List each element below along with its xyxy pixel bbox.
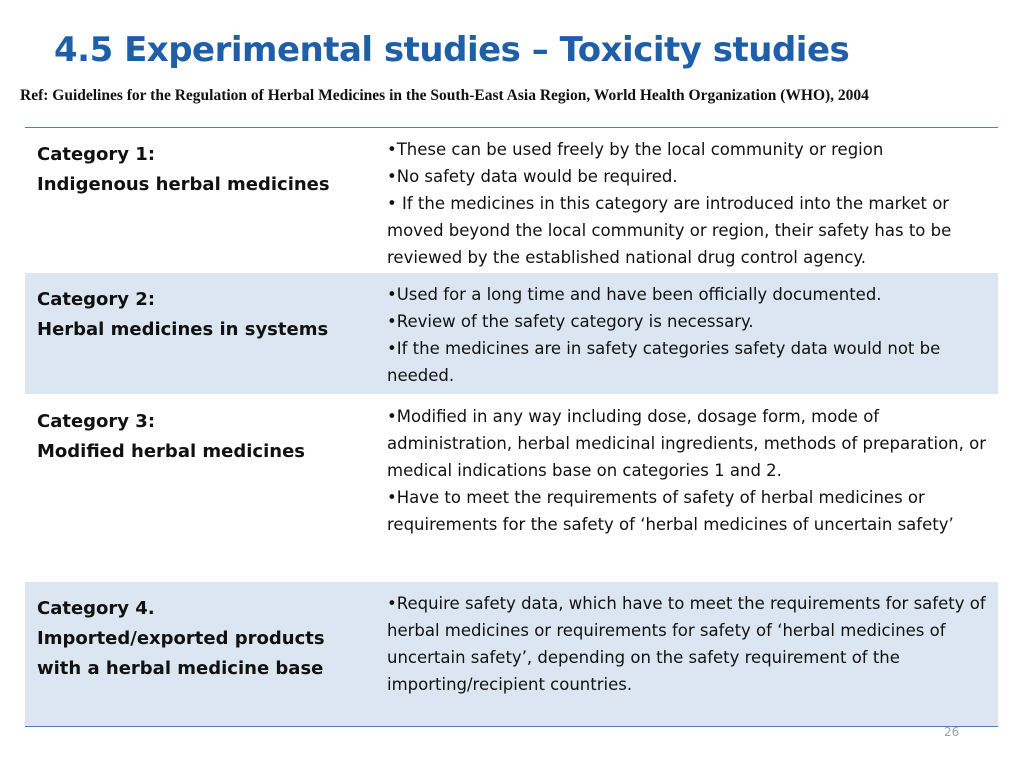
category-3-description <box>377 395 998 581</box>
category-4-label: Category 4. <box>37 598 155 619</box>
category-2-point-3: •If the medicines are in safety categories safety data would not be needed. <box>387 339 941 385</box>
table-row-category-4 <box>25 581 998 726</box>
category-2-name: Herbal medicines in systems <box>37 319 329 340</box>
category-2-label: Category 2: <box>37 289 156 310</box>
category-3-label: Category 3: <box>37 411 156 432</box>
category-1-point-3: • If the medicines in this category are introduced into the market or moved beyond the local community or region, their safety has to be reviewed by the established national drug control agency. <box>387 194 952 267</box>
table-row-category-1 <box>25 128 998 272</box>
category-4-name-line-1: Imported/exported products <box>37 628 325 649</box>
category-4-name-line-2: with a herbal medicine base <box>37 658 324 679</box>
category-2-description <box>377 273 998 394</box>
category-4-point-1: •Require safety data, which have to meet the requirements for safety of herbal medicines or requirements for safety of ‘herbal medicines of uncertain safety’, depending on the safety requirement of the importing/recipient countries. <box>387 594 986 694</box>
category-1-point-2: •No safety data would be required. <box>387 167 678 186</box>
category-3-point-1: •Modified in any way including dose, dosage form, mode of administration, herbal medicinal ingredients, methods of preparation, or medical indications base on categories 1 and 2. <box>387 407 987 480</box>
category-2-point-2: •Review of the safety category is necessary. <box>387 312 754 331</box>
category-1-description <box>377 128 998 272</box>
table-row-category-3 <box>25 394 998 581</box>
table-row-category-2 <box>25 272 998 394</box>
category-table <box>25 127 998 727</box>
category-1-label: Category 1: <box>37 144 156 165</box>
category-4-description <box>377 582 998 726</box>
category-1-point-1: •These can be used freely by the local community or region <box>387 140 884 159</box>
category-2-point-1: •Used for a long time and have been officially documented. <box>387 285 882 304</box>
slide-title: 4.5 Experimental studies – Toxicity studies <box>54 30 850 70</box>
category-1-heading <box>25 128 377 272</box>
category-2-heading <box>25 273 377 394</box>
category-3-point-2: •Have to meet the requirements of safety of herbal medicines or requirements for the safety of ‘herbal medicines of uncertain safety’ <box>387 488 954 534</box>
reference-text: Ref: Guidelines for the Regulation of Herbal Medicines in the South-East Asia Region, World Health Organization (WHO), 2004 <box>20 87 869 104</box>
page-number: 26 <box>944 725 960 739</box>
category-3-heading <box>25 395 377 581</box>
category-1-name: Indigenous herbal medicines <box>37 174 330 195</box>
category-3-name: Modified herbal medicines <box>37 441 305 462</box>
category-4-heading <box>25 582 377 726</box>
